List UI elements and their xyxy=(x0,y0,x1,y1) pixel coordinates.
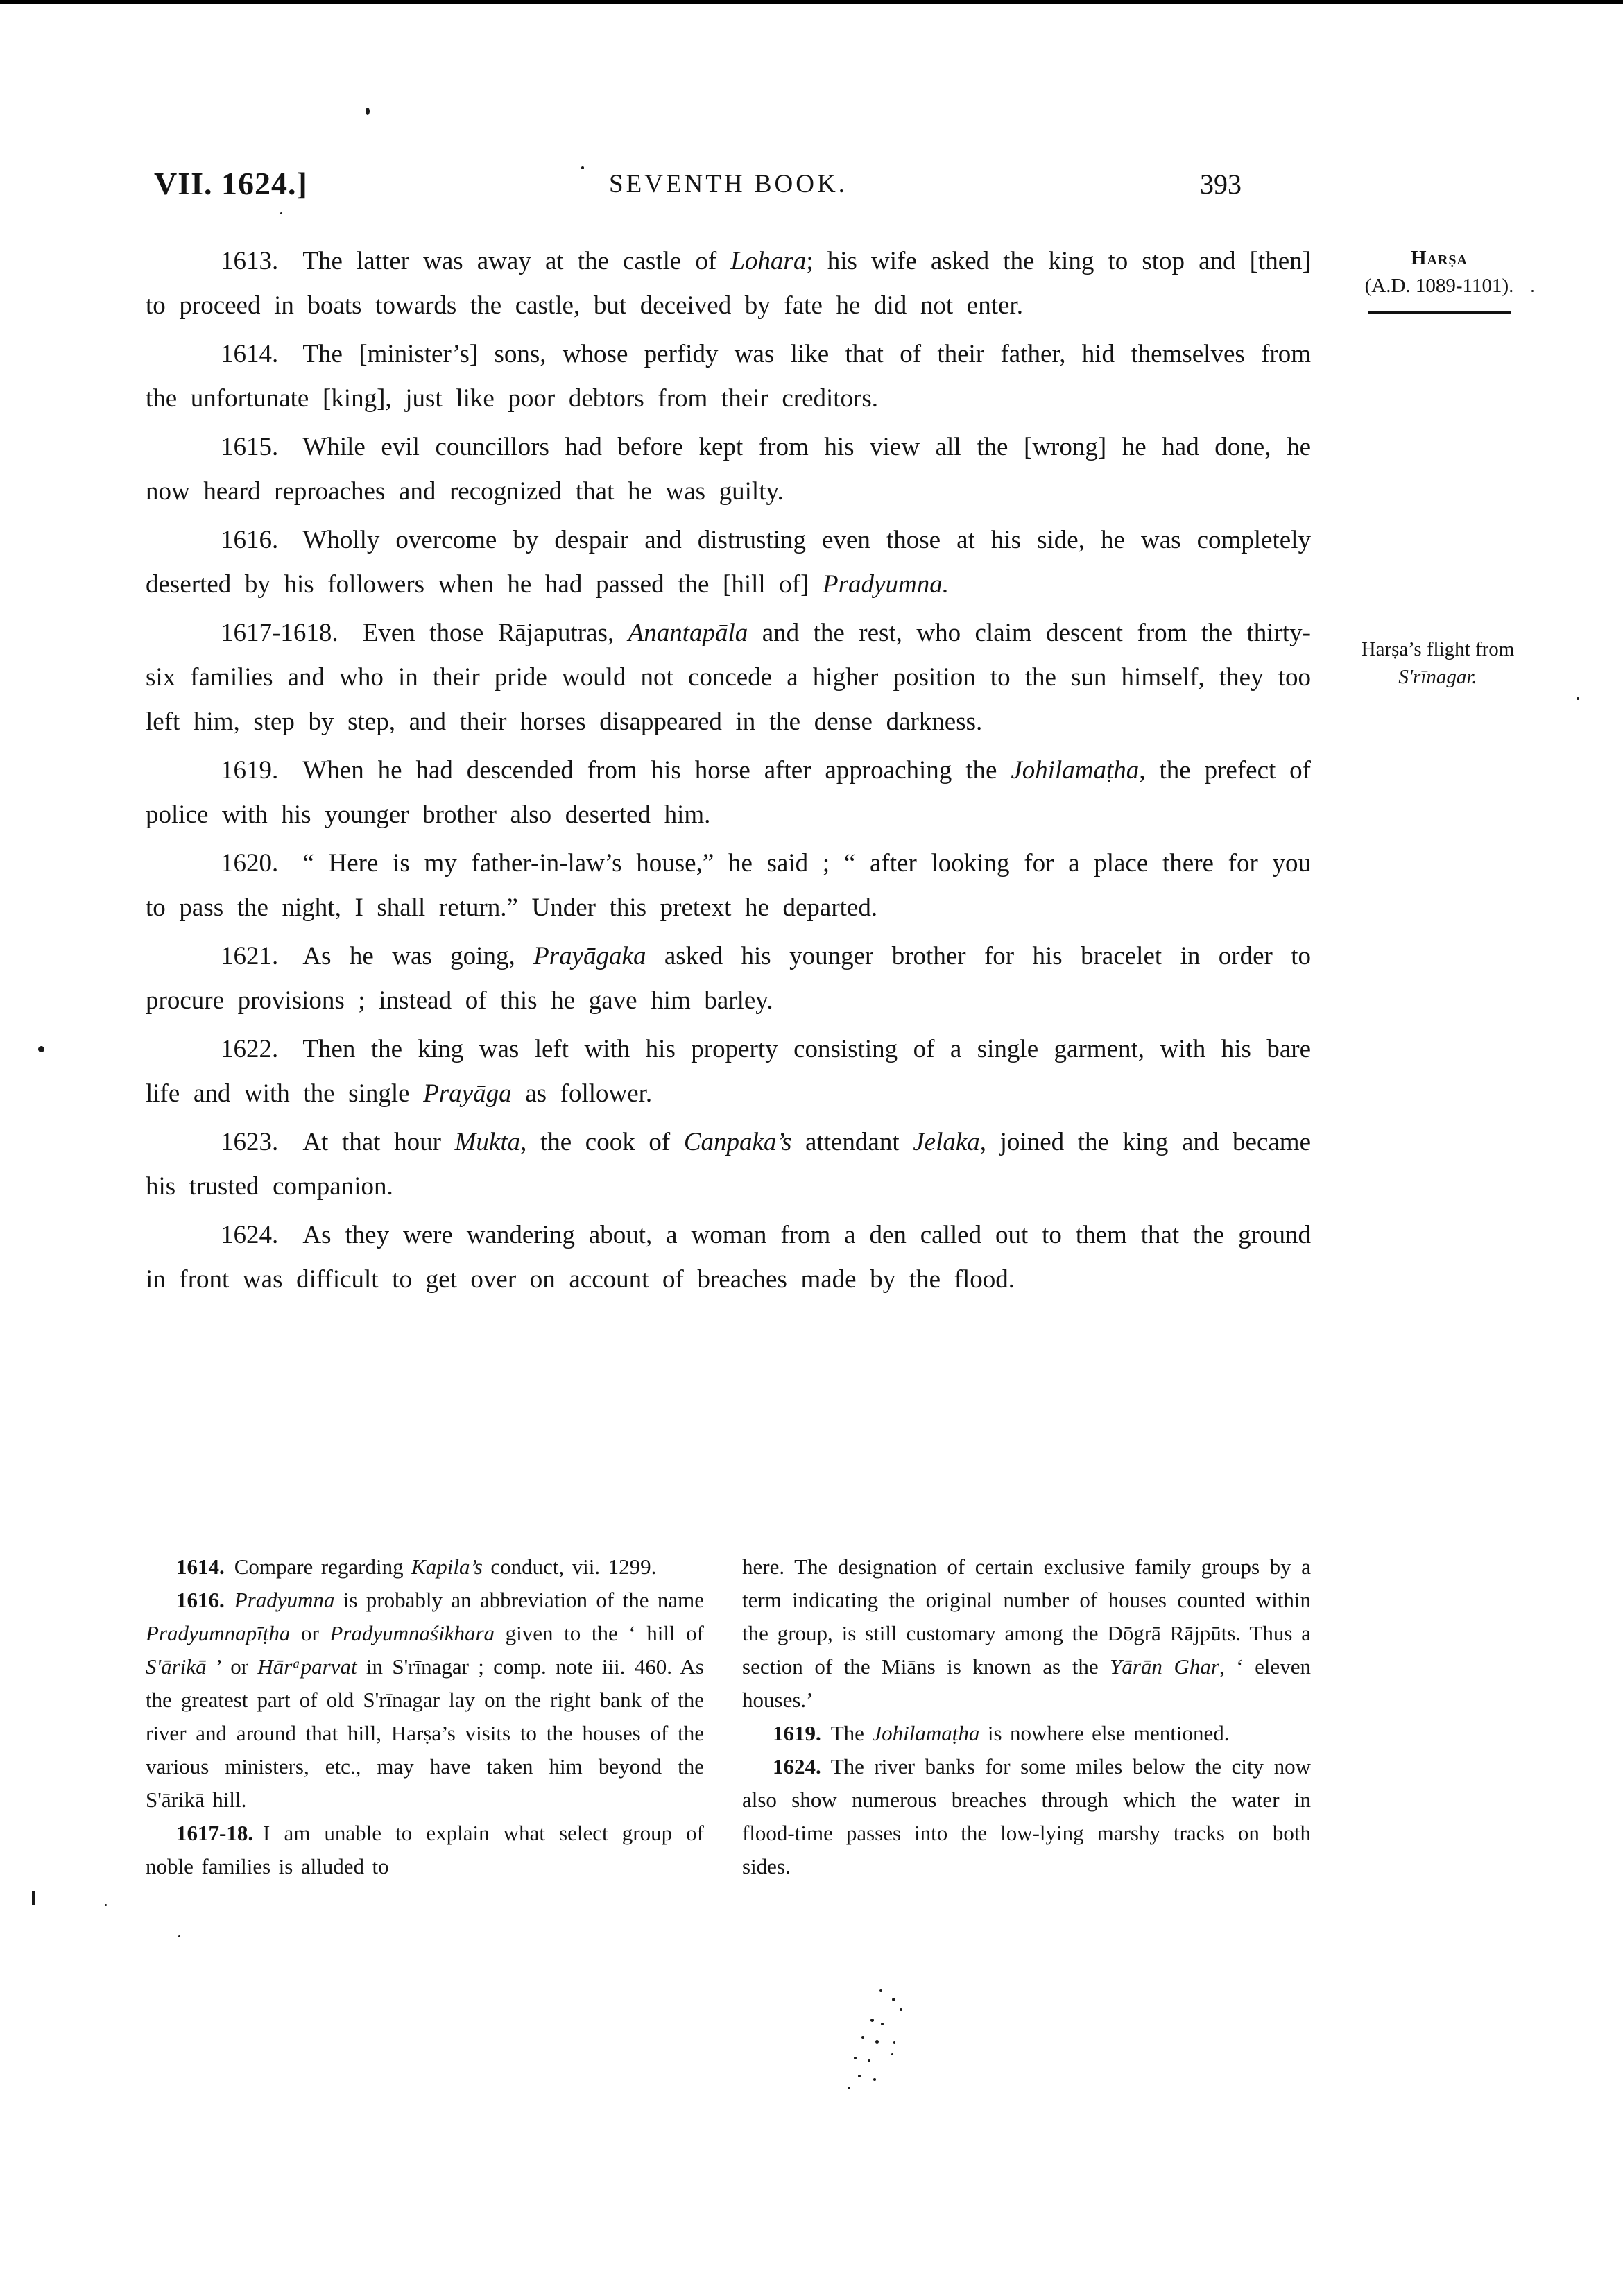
margin-note-regnal xyxy=(1318,244,1561,314)
scan-speck xyxy=(1577,697,1579,700)
scan-speck xyxy=(868,2059,870,2062)
verse-number: 1614. xyxy=(221,340,279,368)
paragraph-1614: 1614. The [minister’s] sons, whose perfidy was like that of their father, hid themselves from the unfortunate [king], just like poor debtors from their creditors. xyxy=(146,340,1311,413)
verse-number: 1624. xyxy=(221,1221,279,1249)
scan-speck xyxy=(1531,290,1534,292)
paragraph-1616: 1616. Wholly overcome by despair and distrusting even those at his side, he was completely deserted by his followers when he had passed the [hill of] Pradyumna. xyxy=(146,526,1311,599)
scan-speck xyxy=(854,2057,857,2059)
footnote-1624: 1624. The river banks for some miles below the city now also show numerous breaches through which the water in flood-time passes into the low-lying marshy tracks on both sides. xyxy=(742,1754,1311,1878)
page-number: 393 xyxy=(1200,169,1242,200)
scan-speck xyxy=(881,2023,884,2025)
footnote-continuation: here. The designation of certain exclusive family groups by a term indicating the original number of houses counted within the group, is still customary among the Dōgrā Rājpūts. Thus a section of the Miāns is known as the Yārān Ghar, ‘ eleven houses.’ xyxy=(742,1554,1311,1712)
footnote-1619: 1619. The Johilamaṭha is nowhere else mentioned. xyxy=(773,1721,1230,1745)
scan-speck xyxy=(861,2036,864,2039)
scan-speck xyxy=(366,108,370,115)
page-header xyxy=(146,165,1311,214)
scan-speck xyxy=(892,1998,895,2001)
verse-number: 1623. xyxy=(221,1128,279,1156)
scan-speck xyxy=(178,1935,180,1937)
scan-speck xyxy=(870,2019,874,2022)
footnote-number: 1616. xyxy=(176,1588,225,1612)
verse-number: 1619. xyxy=(221,756,279,785)
verse-number: 1616. xyxy=(221,526,279,554)
scan-speck xyxy=(875,2040,879,2044)
footnote-1614: 1614. Compare regarding Kapila’s conduct, vii. 1299. xyxy=(176,1554,657,1579)
scan-speck xyxy=(873,2078,876,2081)
footnote-1617-18: 1617-18. I am unable to explain what select group of noble families is alluded to xyxy=(146,1821,704,1878)
body-paragraphs xyxy=(146,239,1311,1302)
verse-number: 1613. xyxy=(221,247,279,275)
footnote-number: 1619. xyxy=(773,1721,821,1745)
scan-speck xyxy=(900,2008,902,2011)
footnote-number: 1617-18. xyxy=(176,1821,254,1845)
margin-note-king-name: Harṣa xyxy=(1410,247,1468,269)
running-verse-ref: VII. 1624.] xyxy=(154,166,308,201)
paragraph-1617-1618: 1617-1618. Even those Rājaputras, Anantapāla and the rest, who claim descent from the thirty-six families and who in their pride would not concede a higher position to the sun himself, they too left him, step by step, and their horses disappeared in the dense darkness. xyxy=(146,619,1311,736)
running-title: SEVENTH BOOK. xyxy=(609,170,848,198)
scan-speck xyxy=(893,2041,895,2044)
scan-speck xyxy=(581,166,584,169)
margin-note-flight xyxy=(1316,635,1559,691)
verse-number: 1617-1618. xyxy=(221,619,338,647)
verse-number: 1620. xyxy=(221,849,279,877)
scan-speck xyxy=(280,212,282,214)
scan-speck xyxy=(105,1904,107,1906)
margin-note-regnal-dates: (A.D. 1089-1101). xyxy=(1364,275,1514,297)
footnote-col-left xyxy=(146,1550,704,1883)
paragraph-1613: 1613. The latter was away at the castle of Lohara; his wife asked the king to stop and [then] to proceed in boats towards the castle, but deceived by fate he did not enter. xyxy=(146,247,1311,320)
scan-speck xyxy=(858,2075,861,2077)
paragraph-1615: 1615. While evil councillors had before kept from his view all the [wrong] he had done, he now heard reproaches and recognized that he was guilty. xyxy=(146,433,1311,506)
margin-note-flight-line1: Harṣa’s flight from xyxy=(1361,638,1515,660)
verse-number: 1615. xyxy=(221,433,279,461)
footnote-1616: 1616. Pradyumna is probably an abbreviation of the name Pradyumnapīṭha or Pradyumnaśikhara given to the ‘ hill of S'ārikā ’ or Hārᵃparvat in S'rīnagar ; comp. note iii. 460. As the greatest part of old S'rīnagar lay on the right bank of the river and around that hill, Harṣa’s visits to the houses of the various ministers, etc., may have taken him beyond the S'ārikā hill. xyxy=(146,1588,704,1812)
scan-speck xyxy=(891,2053,893,2055)
paragraph-1619: 1619. When he had descended from his horse after approaching the Johilamaṭha, the prefect of police with his younger brother also deserted him. xyxy=(146,756,1311,829)
paragraph-1622: 1622. Then the king was left with his property consisting of a single garment, with his bare life and with the single Prayāga as follower. xyxy=(146,1035,1311,1108)
verse-number: 1622. xyxy=(221,1035,279,1063)
footnote-number: 1624. xyxy=(773,1754,821,1779)
footnote-col-right xyxy=(742,1550,1311,1883)
margin-note-flight-line2: S'rīnagar. xyxy=(1398,666,1477,688)
paragraph-1624: 1624. As they were wandering about, a woman from a den called out to them that the ground in front was difficult to get over on account of breaches made by the flood. xyxy=(146,1221,1311,1294)
scan-speck xyxy=(879,1989,882,1992)
paragraph-1620: 1620. “ Here is my father-in-law’s house,” he said ; “ after looking for a place there for you to pass the night, I shall return.” Under this pretext he departed. xyxy=(146,849,1311,922)
paragraph-1623: 1623. At that hour Mukta, the cook of Canpaka’s attendant Jelaka, joined the king and became his trusted companion. xyxy=(146,1128,1312,1201)
scan-speck xyxy=(32,1891,35,1905)
scan-speck xyxy=(848,2087,850,2089)
paragraph-1621: 1621. As he was going, Prayāgaka asked his younger brother for his bracelet in order to procure provisions ; instead of this he gave him barley. xyxy=(146,942,1311,1015)
footnotes xyxy=(146,1550,1311,1883)
scan-edge-strip xyxy=(0,0,1623,4)
margin-bullet xyxy=(38,1046,44,1052)
margin-note-rule xyxy=(1368,311,1511,314)
footnote-number: 1614. xyxy=(176,1554,225,1579)
verse-number: 1621. xyxy=(221,942,279,970)
